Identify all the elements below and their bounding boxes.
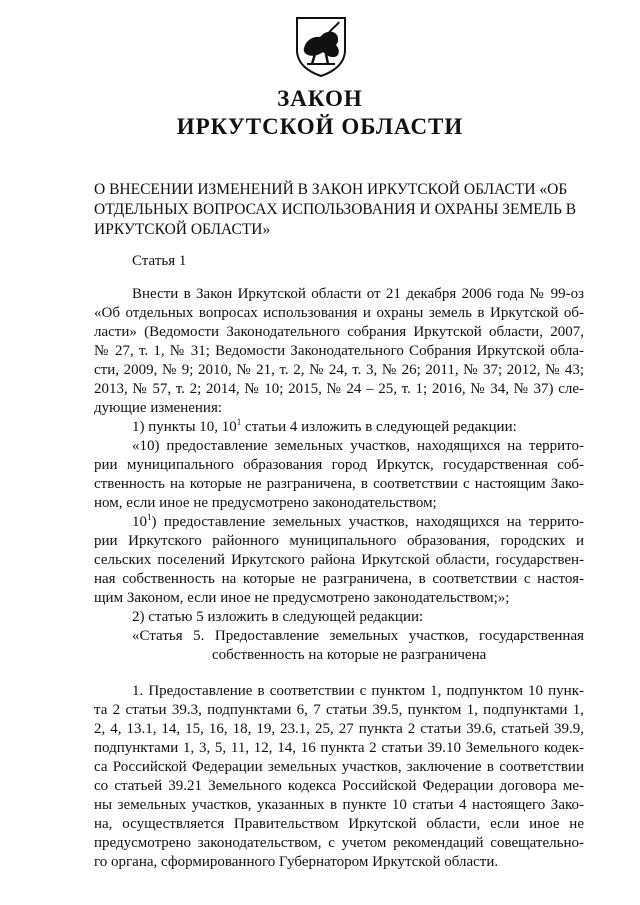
article-5-title: «Статья 5. Предоставление земельных участков, государственная — [132, 628, 584, 644]
text-line: 1. Предоставление в соответствии с пунктом 1, подпунктом 10 пунк- — [132, 683, 584, 699]
text-line: ны земельных участков, указанных в пункте 10 статьи 4 настоящего Зако- — [94, 797, 584, 813]
article-5-title: собственность на которые не разграничена — [212, 647, 487, 663]
text-line: са Российской Федерации земельных участков, заключение в соответствии — [94, 759, 584, 775]
text-line: предусмотрено законодательством, с учетом рекомендаций совещательно- — [94, 835, 584, 851]
text-line: ственность на которые не разграничена, в соответствии с настоящим Зако- — [94, 476, 584, 492]
text-line: ная собственность на которые не разграничена, в соответствии с настоя- — [94, 571, 584, 587]
irkutsk-coat-of-arms-icon — [293, 14, 349, 78]
text-line: «10) предоставление земельных участков, находящихся на террито- — [132, 438, 584, 454]
text-line: рии Иркутского районного муниципального образования, городских и — [94, 533, 584, 549]
text-line: рии муниципального образования город Иркутск, государственная соб- — [94, 457, 584, 473]
text-line: ном, если иное не предусмотрено законодательством; — [94, 495, 437, 511]
subject-line: ОТДЕЛЬНЫХ ВОПРОСАХ ИСПОЛЬЗОВАНИЯ И ОХРАНЫ ЗЕМЕЛЬ В — [94, 201, 577, 218]
text-line: 2013, № 57, т. 2; 2014, № 10; 2015, № 24 – 25, т. 1; 2016, № 34, № 37) сле- — [94, 381, 584, 397]
text-line: сельских поселений Иркутского района Иркутской области, государствен- — [94, 552, 584, 568]
amendment-item-2: 2) статью 5 изложить в следующей редакции: — [132, 609, 424, 625]
text-line: ласти» (Ведомости Законодательного собрания Иркутской области, 2007, — [94, 324, 584, 340]
amendment-item-1: 1) пункты 10, $10^1$ статьи 4 изложить в следующей редакции: — [132, 417, 517, 435]
text-line: № 27, т. 1, № 31; Ведомости Законодательного Собрания Иркутской обла- — [94, 343, 584, 359]
text-line: го органа, сформированного Губернатором Иркутской области. — [94, 854, 499, 870]
subject-line: О ВНЕСЕНИИ ИЗМЕНЕНИЙ В ЗАКОН ИРКУТСКОЙ ОБЛАСТИ «ОБ — [94, 181, 568, 198]
article-heading: Статья 1 — [132, 253, 187, 269]
law-region-title: ИРКУТСКОЙ ОБЛАСТИ — [176, 114, 464, 139]
law-subject — [94, 180, 584, 240]
text-line: дующие изменения: — [94, 400, 223, 416]
text-line: та 2 статьи 39.3, подпунктами 6, 7 статьи 39.5, пунктом 1, подпунктами 1, — [94, 702, 584, 718]
law-title: ЗАКОН — [277, 86, 363, 111]
text-line: «Об отдельных вопросах использования и охраны земель в Иркутской об- — [94, 305, 584, 321]
text-line: 2, 4, 13.1, 14, 15, 16, 18, 19, 23.1, 25, 27 пункта 2 статьи 39.6, статьей 39.9, — [94, 721, 584, 737]
text-line: на, осуществляется Правительством Иркутской области, если иное не — [94, 816, 584, 832]
text-line: со статьей 39.21 Земельного кодекса Российской Федерации договора ме- — [94, 778, 584, 794]
text-line: $10^1$) предоставление земельных участков, находящихся на террито- — [132, 512, 584, 530]
text-line: сти, 2009, № 9; 2010, № 21, т. 2, № 24, т. 3, № 26; 2011, № 37; 2012, № 43; — [94, 362, 584, 378]
text-line: щим Законом, если иное не предусмотрено законодательством;»; — [94, 590, 510, 606]
text-line: подпунктами 1, 3, 5, 11, 12, 14, 16 пункта 2 статьи 39.10 Земельного кодек- — [94, 740, 584, 756]
text-line: Внести в Закон Иркутской области от 21 декабря 2006 года № 99-оз — [132, 286, 584, 302]
subject-line: ИРКУТСКОЙ ОБЛАСТИ» — [94, 221, 271, 238]
